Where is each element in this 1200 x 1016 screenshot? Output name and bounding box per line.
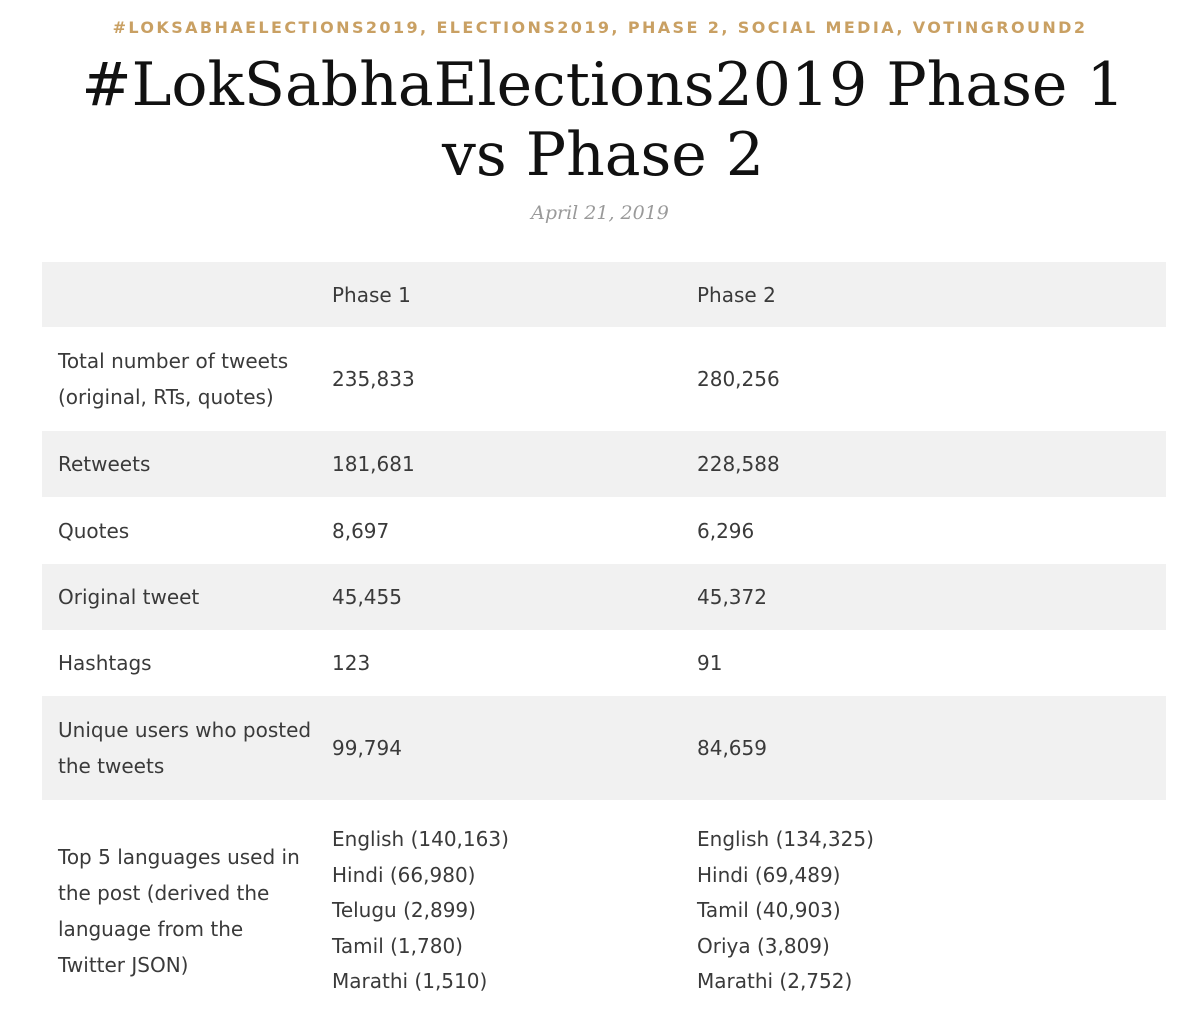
- post-title: #LokSabhaElections2019 Phase 1 vs Phase 2: [81, 50, 1125, 190]
- phase1-value: 45,455: [316, 564, 681, 630]
- category-link[interactable]: VOTINGROUND2: [912, 18, 1088, 37]
- phase2-value: 228,588: [681, 431, 1166, 497]
- phase1-value: 123: [332, 651, 371, 675]
- table-header-cell: Phase 1: [316, 262, 681, 327]
- category-link[interactable]: #LOKSABHAELECTIONS2019: [112, 18, 421, 37]
- row-label: Retweets: [42, 431, 316, 497]
- language-entry: Telugu (2,899): [332, 898, 476, 923]
- post-date: April 21, 2019: [531, 202, 669, 224]
- table-row: [42, 497, 1166, 564]
- phase1-value: 181,681: [316, 431, 681, 497]
- stats-table: [42, 262, 1166, 1016]
- language-entry: Tamil (40,903): [697, 898, 841, 923]
- phase2-value: 6,296: [697, 518, 755, 543]
- phase1-languages: [316, 800, 681, 1016]
- row-label: Original tweet: [42, 564, 316, 630]
- category-separator: ,: [420, 18, 437, 37]
- table-row: [42, 431, 1166, 497]
- post-categories: [0, 18, 1200, 37]
- table-header-cell: Phase 2: [681, 262, 1166, 327]
- table-header-row: [42, 262, 1166, 327]
- language-entry: Hindi (66,980): [332, 862, 476, 887]
- language-entry: Marathi (2,752): [697, 969, 853, 994]
- language-entry: Oriya (3,809): [697, 933, 830, 958]
- language-entry: Tamil (1,780): [332, 933, 463, 958]
- phase2-value: 280,256: [697, 367, 780, 391]
- language-entry: Hindi (69,489): [697, 862, 841, 887]
- language-entry: English (140,163): [332, 827, 509, 852]
- language-entry: English (134,325): [697, 827, 874, 852]
- phase1-value: 235,833: [332, 367, 415, 391]
- category-separator: ,: [896, 18, 913, 37]
- category-link[interactable]: SOCIAL MEDIA: [737, 18, 897, 37]
- phase2-value: 45,372: [681, 564, 1166, 630]
- table-row: [42, 564, 1166, 630]
- row-label: Hashtags: [58, 651, 152, 675]
- phase2-value: 84,659: [681, 696, 1166, 800]
- table-row-languages: [42, 800, 1166, 1016]
- phase2-value: 91: [697, 651, 723, 675]
- category-link[interactable]: PHASE 2: [627, 18, 722, 37]
- phase2-languages: [681, 800, 1166, 1016]
- category-separator: ,: [721, 18, 738, 37]
- category-separator: ,: [611, 18, 628, 37]
- table-row: [42, 630, 1166, 696]
- phase1-value: 99,794: [316, 696, 681, 800]
- row-label: Total number of tweets (original, RTs, quotes): [58, 349, 289, 409]
- row-label: Unique users who posted the tweets: [42, 696, 316, 800]
- table-row: [42, 696, 1166, 800]
- language-entry: Marathi (1,510): [332, 969, 488, 994]
- row-label: Top 5 languages used in the post (derived the language from the Twitter JSON): [58, 845, 300, 977]
- phase1-value: 8,697: [332, 518, 390, 543]
- row-label: Quotes: [58, 518, 130, 543]
- table-header-cell: [42, 262, 316, 327]
- category-link[interactable]: ELECTIONS2019: [436, 18, 612, 37]
- table-row: [42, 327, 1166, 431]
